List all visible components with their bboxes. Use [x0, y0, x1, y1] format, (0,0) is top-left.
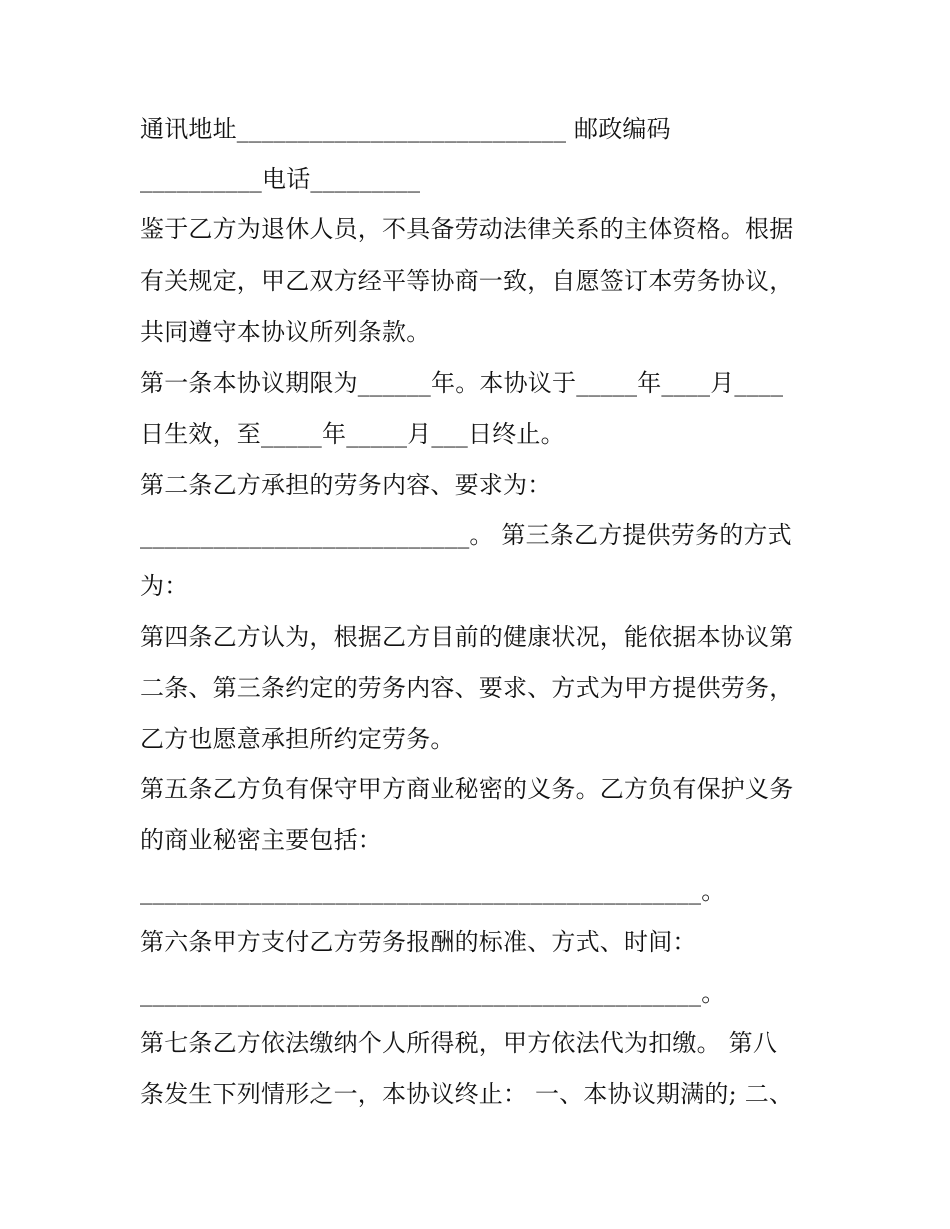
article-8-line-2: 条发生下列情形之一，本协议终止： 一、本协议期满的; 二、 [140, 1080, 794, 1108]
preamble-line-1: 鉴于乙方为退休人员，不具备劳动法律关系的主体资格。根据 [140, 215, 794, 243]
article-1-line-2: 日生效，至_____年_____月___日终止。 [140, 420, 565, 448]
article-2-3-line: ___________________________。 第三条乙方提供劳务的方式 [140, 521, 792, 549]
article-4-line-3: 乙方也愿意承担所约定劳务。 [140, 725, 455, 753]
article-5-blank: ______________________________________________。 [140, 877, 726, 905]
article-4-line-1: 第四条乙方认为，根据乙方目前的健康状况，能依据本协议第 [140, 623, 794, 651]
phone-line: __________电话_________ [140, 165, 421, 193]
address-postcode-line: 通讯地址___________________________ 邮政编码 [140, 115, 671, 143]
article-5-line-1: 第五条乙方负有保守甲方商业秘密的义务。乙方负有保护义务 [140, 775, 794, 803]
article-1-line-1: 第一条本协议期限为______年。本协议于_____年____月____ [140, 369, 784, 397]
article-2-line: 第二条乙方承担的劳务内容、要求为： [140, 471, 552, 499]
article-6-blank: ______________________________________________。 [140, 979, 726, 1007]
article-5-line-2: 的商业秘密主要包括： [140, 826, 382, 854]
article-4-line-2: 二条、第三条约定的劳务内容、要求、方式为甲方提供劳务， [140, 674, 794, 702]
article-7-8-line-1: 第七条乙方依法缴纳个人所得税，甲方依法代为扣缴。 第八 [140, 1029, 778, 1057]
preamble-line-3: 共同遵守本协议所列条款。 [140, 318, 431, 346]
article-6-line: 第六条甲方支付乙方劳务报酬的标准、方式、时间： [140, 928, 697, 956]
article-3-line: 为： [140, 572, 189, 600]
preamble-line-2: 有关规定，甲乙双方经平等协商一致，自愿签订本劳务协议， [140, 267, 794, 295]
